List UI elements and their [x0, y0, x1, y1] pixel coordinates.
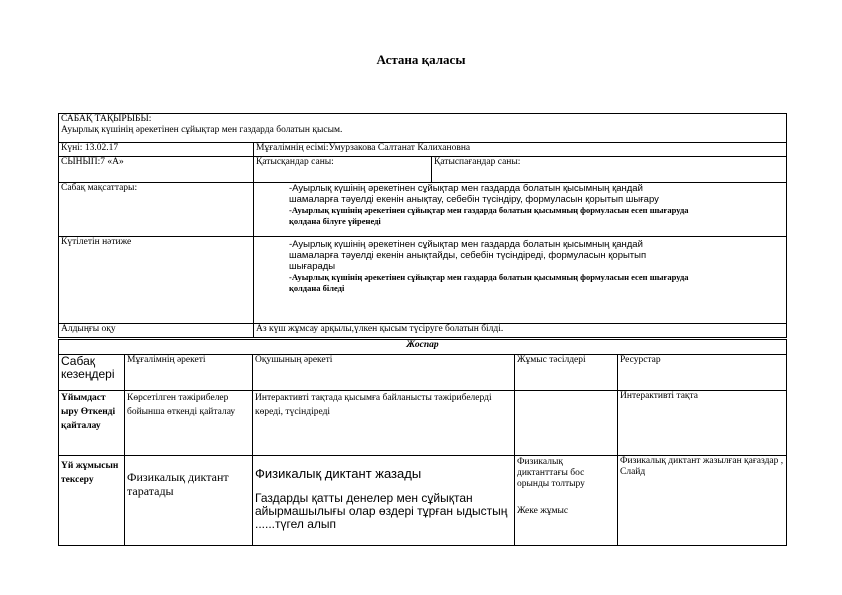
- outcomes-cell: [254, 237, 787, 324]
- outcomes-label: Күтілетін нәтиже: [59, 237, 254, 324]
- header-stages: Сабақ кезеңдері: [59, 355, 125, 391]
- prior-label: Алдыңғы оқу: [59, 324, 254, 338]
- header-student-action: Оқушының әрекеті: [253, 355, 515, 391]
- teacher-cell: Мұғалімнің есімі:Умурзакова Салтанат Калихановна: [254, 143, 787, 157]
- page-title: Астана қаласы: [376, 52, 466, 67]
- objectives-line: -Ауырлық күшінің әрекетінен сұйықтар мен газдарда болатын қысымның қандай: [289, 183, 643, 194]
- row1-resources: Интерактивті тақта: [618, 391, 787, 456]
- row2-methods-2: Жеке жұмыс: [517, 506, 569, 516]
- lesson-topic: Ауырлық күшінің әрекетінен сұйықтар мен газдарда болатын қысым.: [61, 125, 343, 135]
- header-resources: Ресурстар: [618, 355, 787, 391]
- objectives-line: шамаларға тәуелді екенін анықтау, себебін түсіндіру, формуласын қорытып шығару: [289, 194, 659, 205]
- row1-teacher: Көрсетілген тәжірибелер бойынша өткенді қайталау: [125, 391, 253, 456]
- absent-cell: Қатыспағандар саны:: [432, 157, 787, 183]
- row1-methods: [515, 391, 618, 456]
- present-cell: Қатысқандар саны:: [254, 157, 432, 183]
- objectives-label: Сабақ мақсаттары:: [59, 183, 254, 237]
- objectives-line: қолдана білуге үйренеді: [289, 216, 381, 226]
- outcomes-line: -Ауырлық күшінің әрекетінен сұйықтар мен газдарда болатын қысымның формуласын есеп шығаруда: [289, 272, 689, 282]
- row1-stage: Үйымдаст ыру Өткенді қайталау: [59, 391, 125, 456]
- date-cell: Күні: 13.02.17: [59, 143, 254, 157]
- outcomes-line: шамаларға тәуелді екенін анықтайды, себебін түсіндіреді, формуласын қорытып: [289, 250, 647, 261]
- row2-student-title: Физикалық диктант жазады: [255, 466, 422, 481]
- prior-text: Аз күш жұмсау арқылы,үлкен қысым түсіруге болатын білді.: [254, 324, 787, 338]
- row2-teacher: Физикалық диктант таратады: [125, 456, 253, 546]
- class-cell: СЫНЫП:7 «А»: [59, 157, 254, 183]
- objectives-cell: [254, 183, 787, 237]
- outcomes-line: қолдана біледі: [289, 283, 345, 293]
- row2-resources: Физикалық диктант жазылған қағаздар , Слайд: [618, 456, 787, 546]
- row1-student: Интерактивті тақтада қысымға байланысты тәжірибелерді көреді, түсіндіреді: [253, 391, 515, 456]
- row2-methods-1: Физикалық диктанттағы бос орынды толтыру: [517, 457, 585, 489]
- row2-stage: Үй жұмысын тексеру: [59, 456, 125, 546]
- lesson-info-table: [58, 113, 787, 338]
- objectives-line: -Ауырлық күшінің әрекетінен сұйықтар мен газдарда болатын қысымның формуласын есеп шығаруда: [289, 205, 689, 215]
- header-teacher-action: Мұғалімнің әрекеті: [125, 355, 253, 391]
- header-methods: Жұмыс тәсілдері: [515, 355, 618, 391]
- lesson-topic-cell: [59, 114, 787, 143]
- lesson-topic-label: САБАҚ ТАҚЫРЫБЫ:: [61, 114, 152, 124]
- row2-student: [253, 456, 515, 546]
- row2-methods: [515, 456, 618, 546]
- outcomes-line: -Ауырлық күшінің әрекетінен сұйықтар мен газдарда болатын қысымның қандай: [289, 239, 643, 250]
- plan-header: Жоспар: [59, 340, 787, 355]
- plan-table: [58, 339, 787, 546]
- outcomes-line: шығарады: [289, 261, 336, 272]
- row2-student-text: Газдарды қатты денелер мен сұйықтан айырмашылығы олар өздері тұрған ыдыстың ......түгел алып: [255, 491, 508, 531]
